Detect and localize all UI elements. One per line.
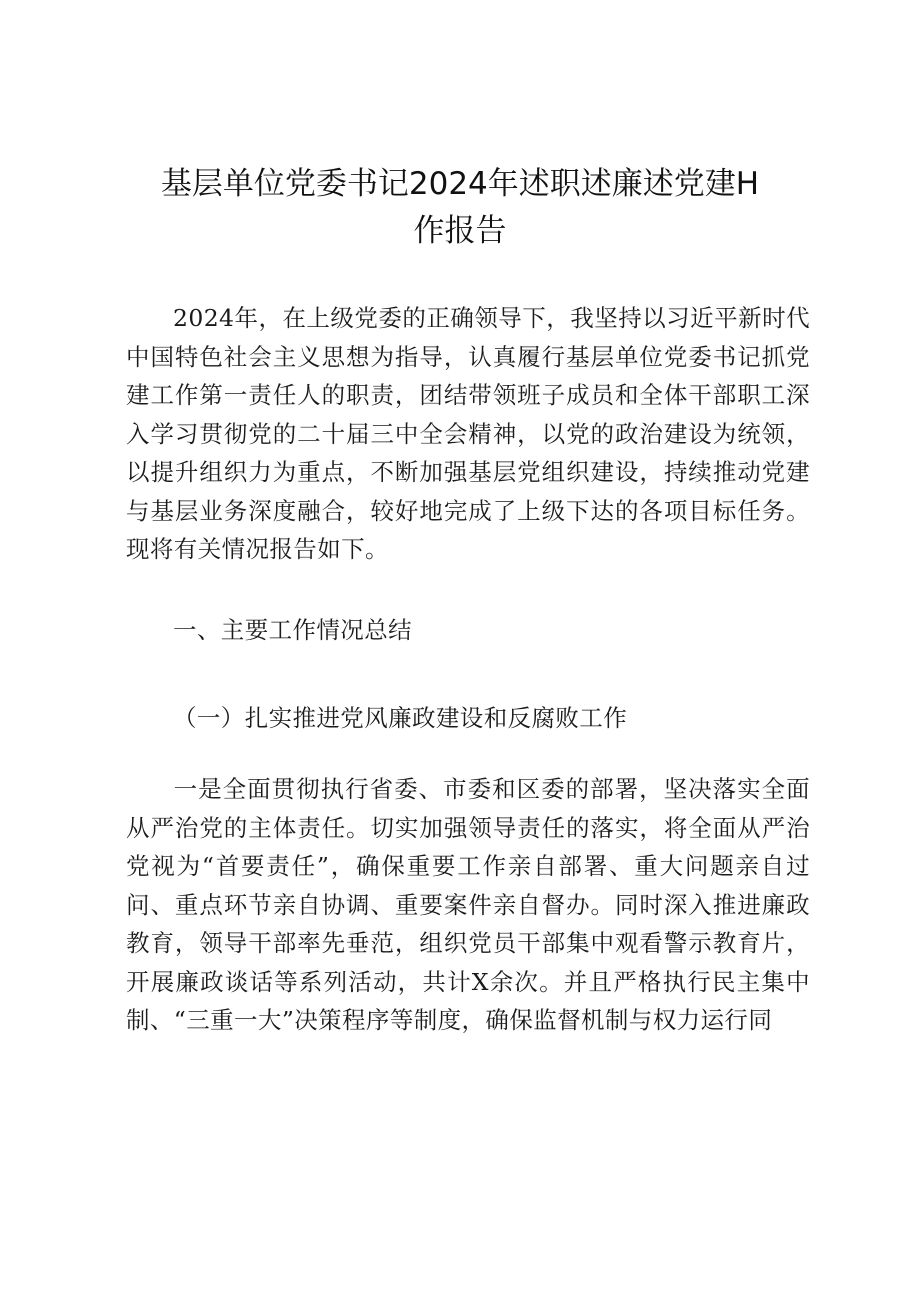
body-paragraph	[126, 770, 810, 1040]
document-title-line-1: 基层单位党委书记2024年述职述廉述党建H	[160, 166, 760, 202]
body-paragraph-text: 一是全面贯彻执行省委、市委和区委的部署，坚决落实全面从严治党的主体责任。切实加强领导责任的落实，将全面从严治党视为“首要责任”，确保重要工作亲自部署、重大问题亲自过问、重点环节亲自协调、重要案件亲自督办。同时深入推进廉政教育，领导干部率先垂范，组织党员干部集中观看警示教育片，开展廉政谈话等系列活动，共计X余次。并且严格执行民主集中制、“三重一大”决策程序等制度，确保监督机制与权力运行同	[126, 775, 810, 1034]
intro-paragraph-text: 2024年，在上级党委的正确领导下，我坚持以习近平新时代中国特色社会主义思想为指导，认真履行基层单位党委书记抓党建工作第一责任人的职责，团结带领班子成员和全体干部职工深入学习贯彻党的二十届三中全会精神，以党的政治建设为统领，以提升组织力为重点，不断加强基层党组织建设，持续推动党建与基层业务深度融合，较好地完成了上级下达的各项目标任务。现将有关情况报告如下。	[126, 304, 810, 563]
subsection-heading: （一）扎实推进党风廉政建设和反腐败工作	[173, 704, 628, 732]
section-heading: 一、主要工作情况总结	[173, 616, 412, 644]
intro-paragraph	[126, 299, 810, 569]
document-title-line-2: 作报告	[413, 213, 507, 249]
